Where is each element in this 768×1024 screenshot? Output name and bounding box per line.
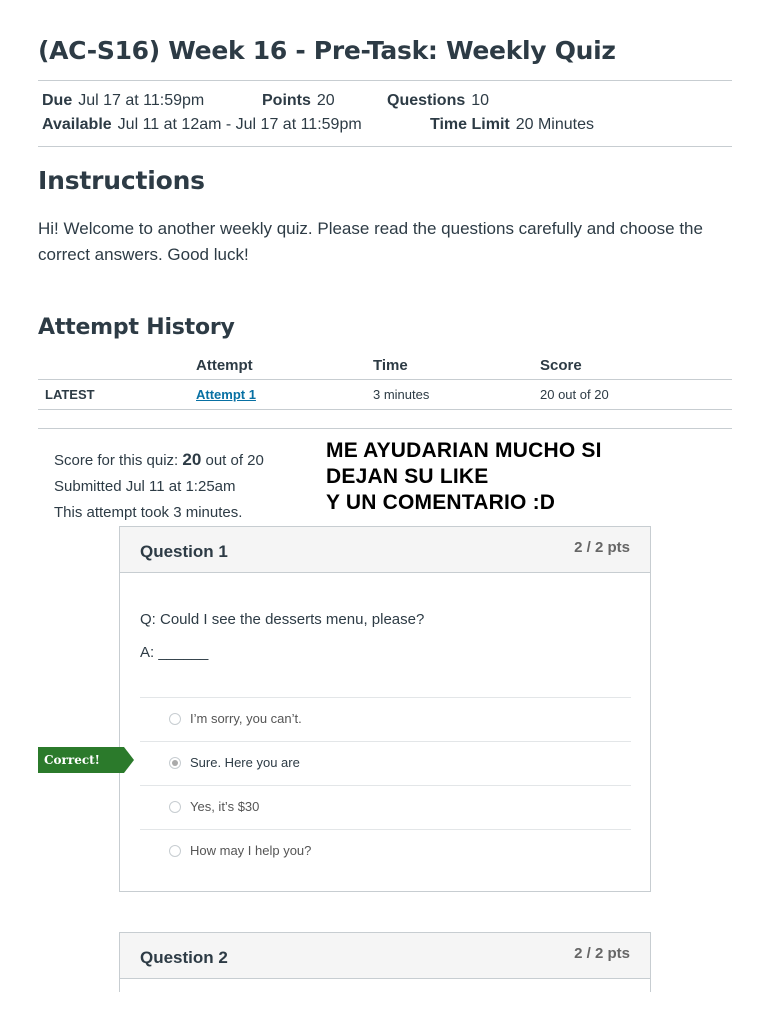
table-row: [38, 380, 732, 410]
points-info: Points 20: [262, 92, 335, 109]
divider: [38, 146, 732, 147]
question-2: [119, 932, 651, 992]
answer-label: How may I help you?: [190, 843, 312, 858]
score-line: Score for this quiz: 20 out of 20: [54, 450, 264, 469]
question-header: [120, 527, 650, 573]
answer-label: I’m sorry, you can’t.: [190, 711, 302, 726]
instructions-heading: Instructions: [38, 166, 205, 195]
answer-option[interactable]: [140, 785, 631, 829]
radio-button[interactable]: [169, 801, 181, 813]
score-value: 20: [182, 450, 202, 469]
question-points: 2 / 2 pts: [574, 539, 630, 556]
divider: [38, 428, 732, 429]
attempt-history-table: [38, 352, 732, 410]
page-title: (AC-S16) Week 16 - Pre-Task: Weekly Quiz: [38, 36, 616, 65]
instructions-text: Hi! Welcome to another weekly quiz. Please read the questions carefully and choose the correct answers. Good luck!: [38, 219, 703, 264]
attempt-1-link[interactable]: Attempt 1: [196, 387, 256, 402]
column-header-time: Time: [373, 357, 408, 374]
question-1: [119, 526, 651, 892]
promo-text: ME AYUDARIAN MUCHO SI DEJAN SU LIKE Y UN COMENTARIO :D: [326, 439, 602, 514]
answer-option[interactable]: [140, 829, 631, 873]
attempt-history-heading: Attempt History: [38, 315, 235, 340]
answer-option[interactable]: [140, 697, 631, 741]
question-title: Question 1: [140, 542, 228, 561]
available-info: Available Jul 11 at 12am - Jul 17 at 11:59pm: [42, 116, 362, 133]
column-header-attempt: Attempt: [196, 357, 253, 374]
score-cell: 20 out of 20: [540, 387, 609, 402]
table-header: [38, 352, 732, 380]
question-text: Q: Could I see the desserts menu, please?: [140, 611, 425, 628]
radio-button-selected[interactable]: [169, 757, 181, 769]
column-header-score: Score: [540, 357, 582, 374]
answer-label: Yes, it’s $30: [190, 799, 260, 814]
divider: [38, 80, 732, 81]
questions-info: Questions 10: [387, 92, 490, 109]
correct-answer-tag: Correct!: [38, 747, 124, 773]
question-blank: A: ______: [140, 644, 209, 661]
submitted-line: Submitted Jul 11 at 1:25am: [54, 478, 236, 495]
answer-list: [140, 697, 631, 873]
due-info: Due Jul 17 at 11:59pm: [42, 92, 205, 109]
radio-button[interactable]: [169, 845, 181, 857]
question-title: Question 2: [140, 948, 228, 967]
attempt-cell: [196, 387, 256, 402]
time-limit-info: Time Limit 20 Minutes: [430, 116, 594, 133]
answer-option-selected[interactable]: [140, 741, 631, 785]
answer-label: Sure. Here you are: [190, 755, 300, 770]
quiz-score-summary: [54, 447, 264, 526]
radio-button[interactable]: [169, 713, 181, 725]
time-cell: 3 minutes: [373, 387, 430, 402]
latest-tag: LATEST: [45, 387, 95, 402]
duration-line: This attempt took 3 minutes.: [54, 504, 243, 521]
question-header: [120, 933, 650, 979]
question-points: 2 / 2 pts: [574, 945, 630, 962]
